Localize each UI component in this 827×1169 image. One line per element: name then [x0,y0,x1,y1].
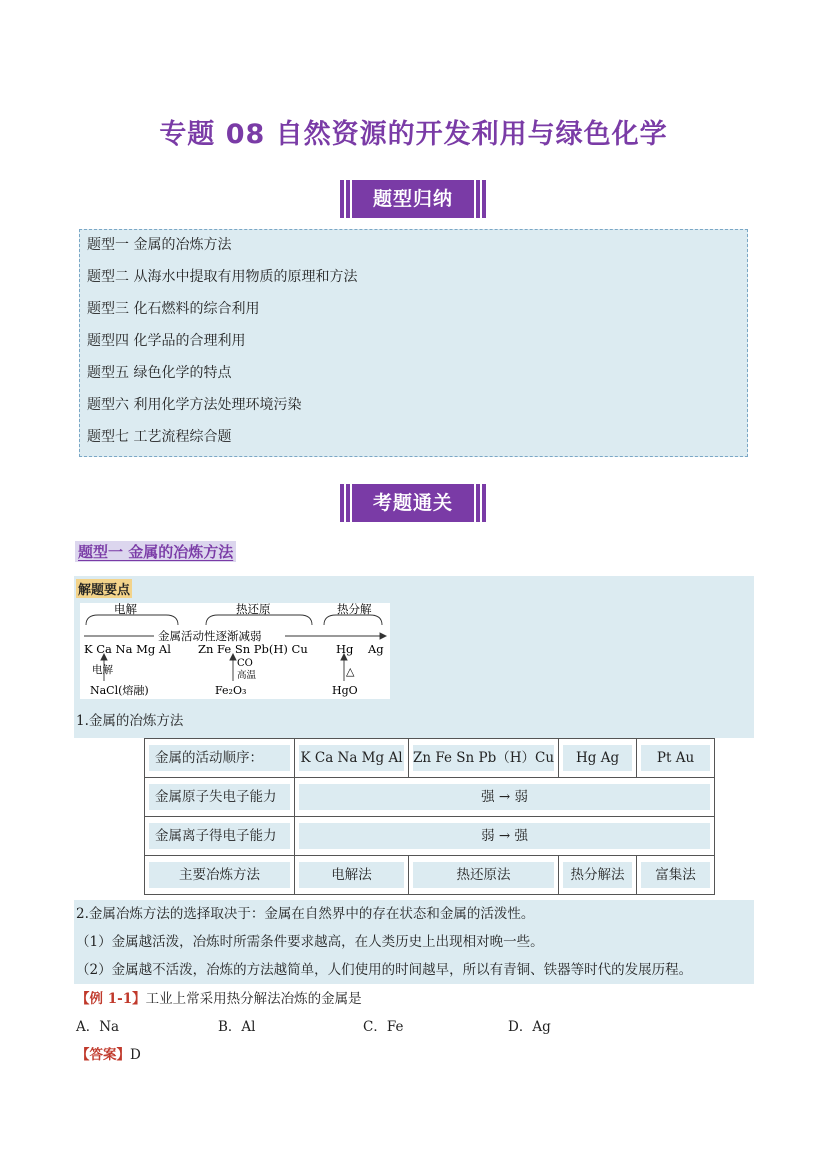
table-row [145,856,715,895]
explanation-paragraph: 2.金属冶炼方法的选择取决于：金属在自然界中的存在状态和金属的活泼性。 [76,906,535,922]
table-cell: 电解法 [299,862,404,888]
banner-label: 题型归纳 [352,180,474,218]
table-cell: 弱 → 强 [299,823,710,849]
label-hgo: HgO [332,684,358,697]
banner-label: 考题通关 [352,484,474,522]
table-row [145,778,715,817]
metal-hg: Hg [336,642,354,656]
label-nacl: NaCl(熔融) [90,684,149,697]
section-banner-summary [340,180,486,218]
table-cell: 强 → 弱 [299,784,710,810]
table-cell: K Ca Na Mg Al [299,745,404,771]
label-electrolysis-small: 电解 [92,664,113,676]
topic-list [79,229,748,457]
option-b: B．Al [218,1019,256,1035]
metal-group-1: K Ca Na Mg Al [84,642,171,656]
topic-item: 题型六 利用化学方法处理环境污染 [87,397,302,413]
label-thermal-decomposition: 热分解 [337,603,372,616]
table-cell: Hg Ag [563,745,632,771]
label-high-temp: 高温 [237,670,257,681]
example-question [76,987,362,1007]
option-c: C．Fe [363,1019,404,1035]
example-tag: 【例 1-1】 [76,991,146,1007]
metal-ag: Ag [368,642,384,656]
topic-item: 题型四 化学品的合理利用 [87,333,246,349]
label-activity-trend: 金属活动性逐渐减弱 [158,629,262,643]
table-row [145,739,715,778]
answer-line [76,1043,141,1063]
option-d: D．Ag [508,1019,551,1035]
topic-item: 题型三 化石燃料的综合利用 [87,301,260,317]
metal-smelting-table [144,738,715,895]
table-cell: 金属离子得电子能力 [149,823,290,849]
section-heading: 题型一 金属的冶炼方法 [75,541,236,562]
metal-activity-diagram [80,603,390,699]
topic-item: 题型二 从海水中提取有用物质的原理和方法 [87,269,358,285]
table-cell: 富集法 [641,862,710,888]
page-title: 专题 08 自然资源的开发利用与绿色化学 [159,119,668,150]
table-cell: 热还原法 [413,862,554,888]
table-cell: 金属的活动顺序： [149,745,290,771]
label-co: CO [237,658,253,669]
metal-group-2: Zn Fe Sn Pb(H) Cu [198,642,308,656]
label-thermal-reduction: 热还原 [236,603,271,616]
answer-value: D [130,1047,141,1063]
example-text: 工业上常采用热分解法冶炼的金属是 [145,991,362,1007]
key-points-subtitle: 1.金属的冶炼方法 [76,713,184,729]
explanation-paragraph: （2）金属越不活泼，冶炼的方法越简单，人们使用的时间越早，所以有青铜、铁器等时代的发展历程。 [76,962,693,978]
table-cell: 热分解法 [563,862,632,888]
table-row [145,817,715,856]
topic-item: 题型五 绿色化学的特点 [87,365,232,381]
option-a: A．Na [76,1019,120,1035]
key-points-label: 解题要点 [76,579,132,598]
label-electrolysis: 电解 [114,603,137,616]
table-cell: 金属原子失电子能力 [149,784,290,810]
topic-item: 题型七 工艺流程综合题 [87,429,232,445]
topic-item: 题型一 金属的冶炼方法 [87,237,232,253]
section-banner-exercises [340,484,486,522]
label-heat: △ [346,665,355,678]
label-fe2o3: Fe₂O₃ [215,684,247,697]
table-cell: 主要冶炼方法 [149,862,290,888]
explanation-paragraph: （1）金属越活泼，冶炼时所需条件要求越高，在人类历史上出现相对晚一些。 [76,934,544,950]
table-cell: Zn Fe Sn Pb（H）Cu [413,745,554,771]
answer-tag: 【答案】 [76,1047,130,1063]
table-cell: Pt Au [641,745,710,771]
